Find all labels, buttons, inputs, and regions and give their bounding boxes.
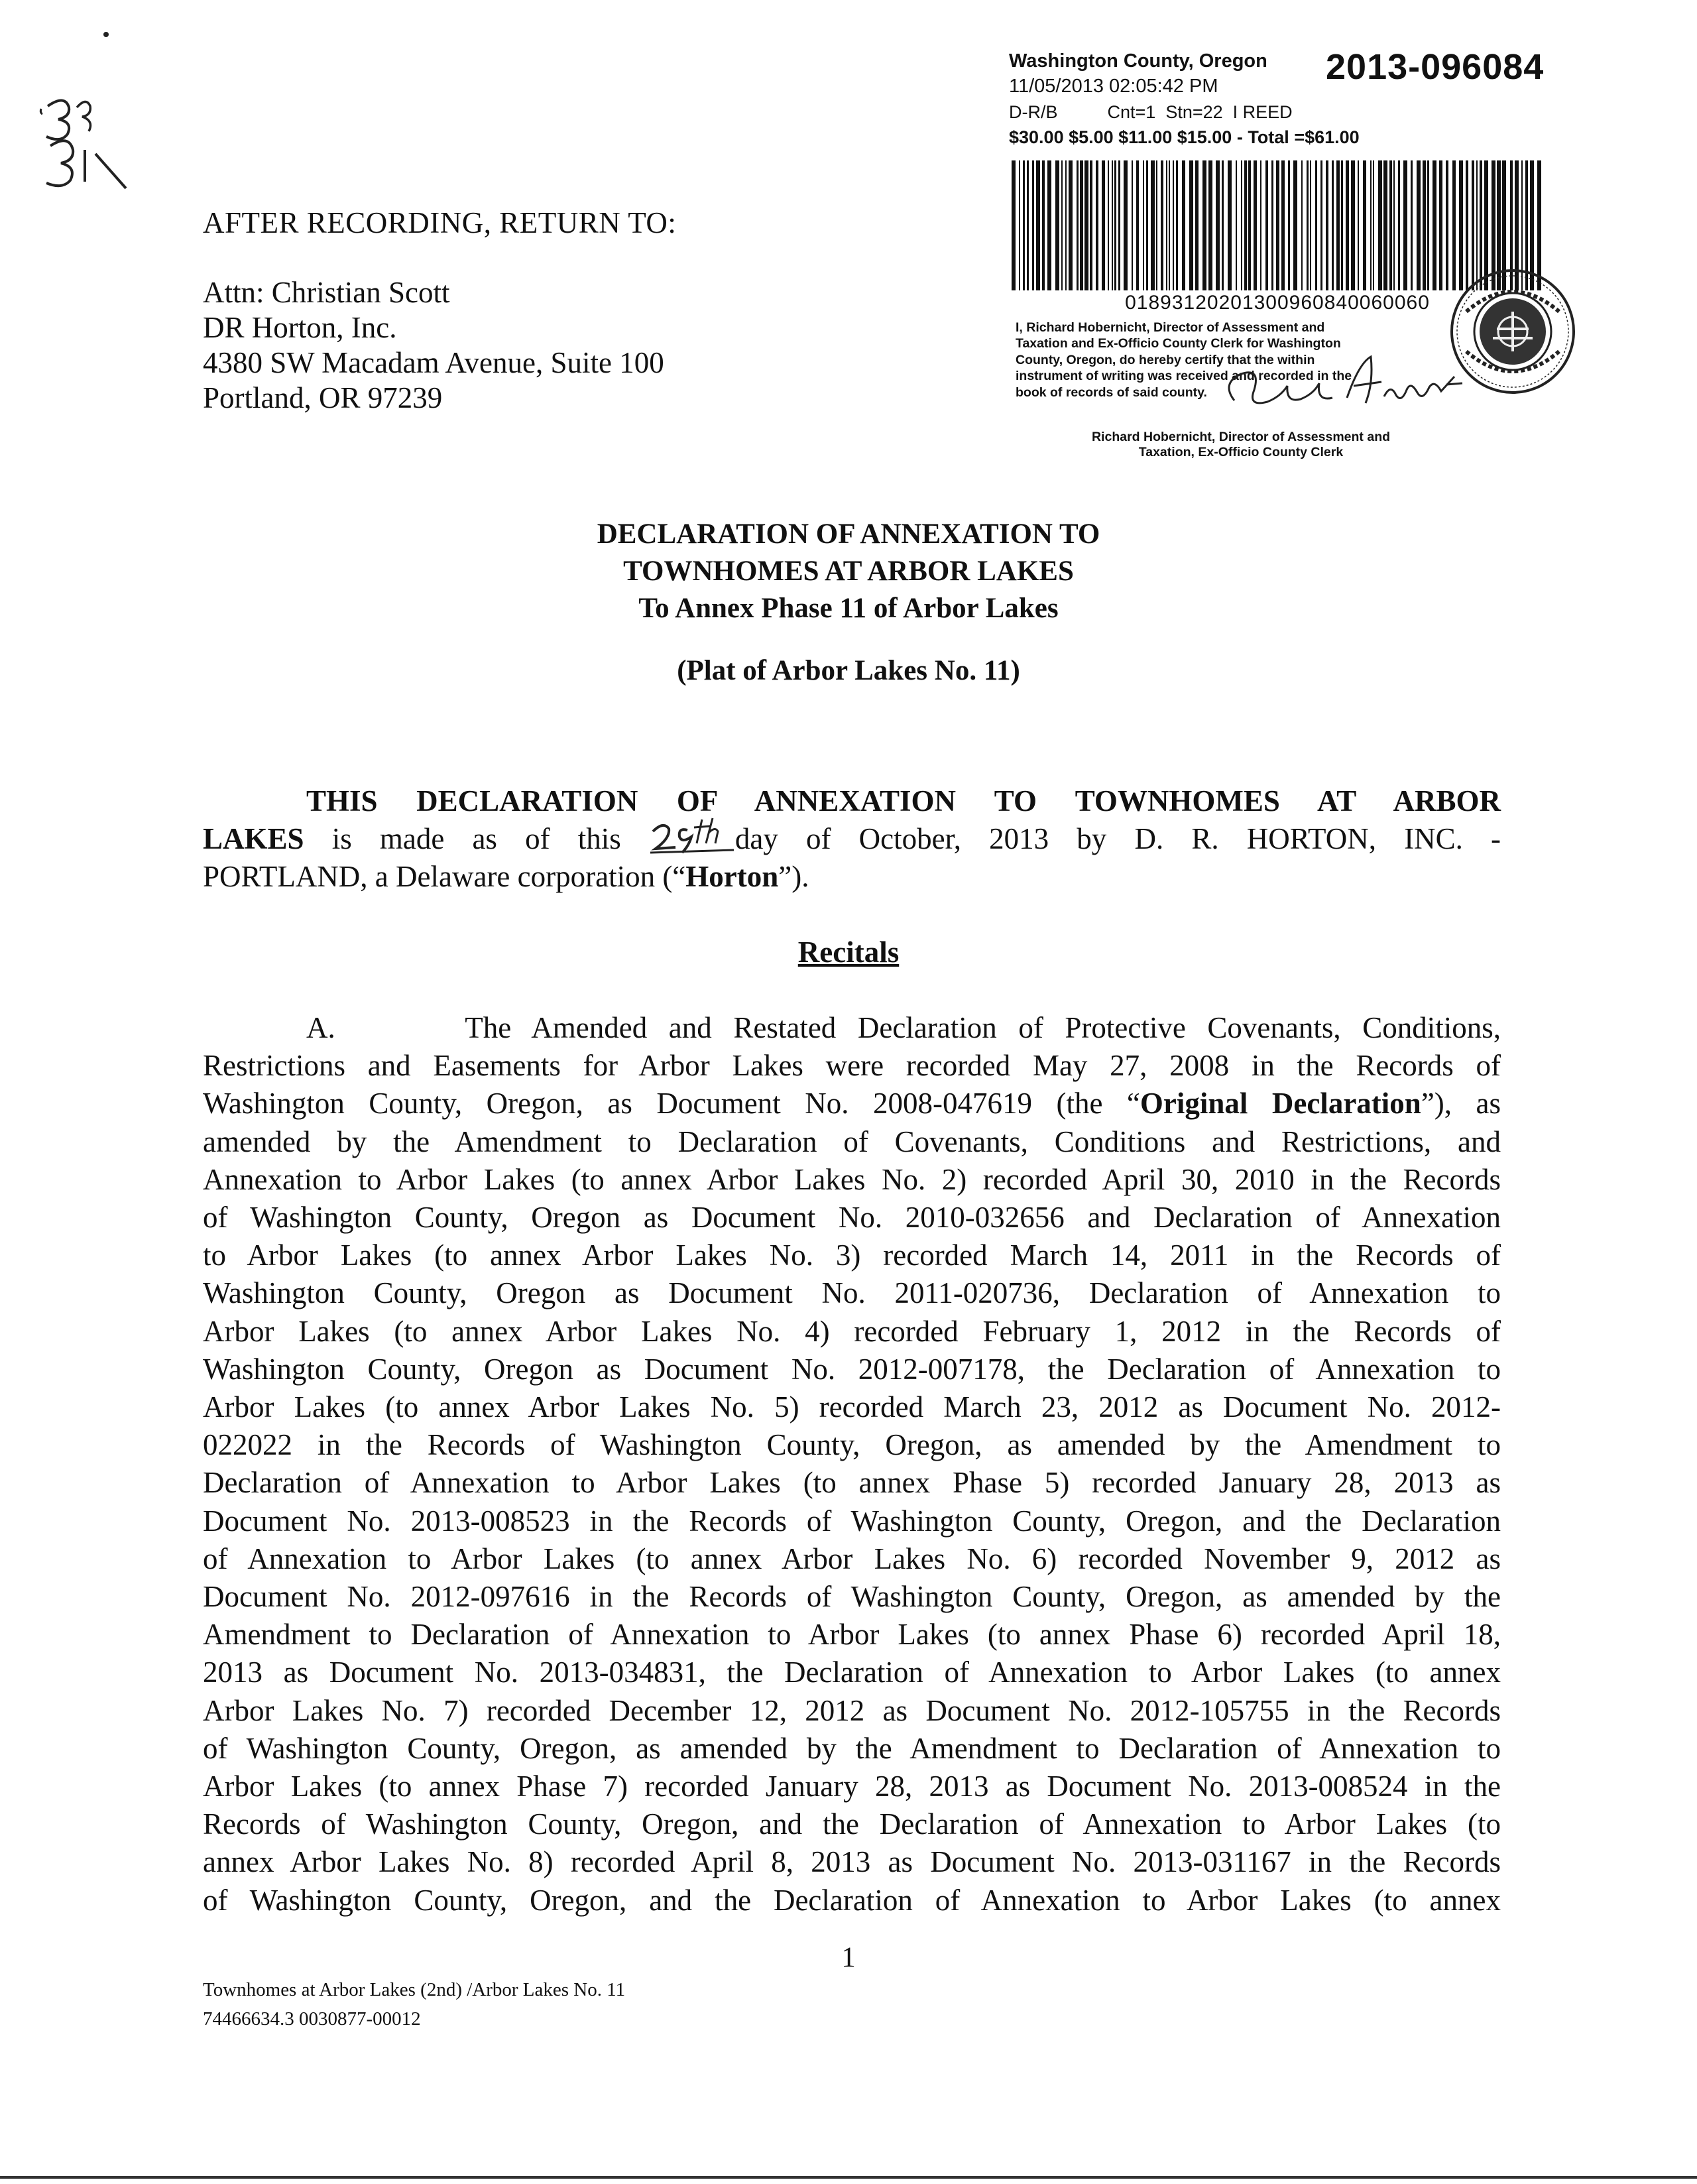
- recording-stamp: [1009, 46, 1552, 460]
- barcode-bar: [1132, 160, 1133, 290]
- barcode-bar: [1090, 160, 1092, 290]
- barcode-bar: [1124, 160, 1128, 290]
- barcode-bar: [1411, 160, 1413, 290]
- barcode-bar: [1310, 160, 1311, 290]
- recital-line: Washington County, Oregon as Document No. 2012-007178, the Declaration of Annexation to: [203, 1352, 1501, 1386]
- barcode-bar: [1241, 160, 1242, 290]
- intro-bold-lakes: LAKES: [203, 822, 304, 856]
- barcode-bar: [1080, 160, 1083, 290]
- footer-line: 74466634.3 0030877-00012: [203, 2008, 421, 2030]
- stamp-document-number: 2013-096084: [1326, 47, 1545, 87]
- recital-line: Arbor Lakes No. 7) recorded December 12, 2012 as Document No. 2012-105755 in the Records: [203, 1693, 1501, 1727]
- barcode-bar: [1336, 160, 1340, 290]
- title-subtitle: (Plat of Arbor Lakes No. 11): [677, 654, 1020, 686]
- barcode-bar: [1427, 160, 1429, 290]
- stamp-signer-line: Taxation, Ex-Officio County Clerk: [1138, 445, 1344, 460]
- recitals-heading: Recitals: [797, 936, 900, 969]
- recital-line: 022022 in the Records of Washington County, Oregon, as amended by the Amendment to: [203, 1428, 1501, 1462]
- original-declaration-term: Original Declaration: [1140, 1087, 1421, 1121]
- barcode-bar: [1047, 160, 1051, 290]
- recital-line: annex Arbor Lakes No. 8) recorded April 8, 2013 as Document No. 2013-031167 in the Records: [203, 1845, 1501, 1879]
- barcode-bar: [1216, 160, 1220, 290]
- recital-text: Washington County, Oregon, as Document No. 2008-047619 (the “: [203, 1087, 1140, 1121]
- barcode-bar: [1403, 160, 1407, 290]
- return-address-line: Portland, OR 97239: [203, 381, 443, 415]
- recital-line: amended by the Amendment to Declaration of Covenants, Conditions and Restrictions, and: [203, 1124, 1501, 1158]
- intro-line: [203, 782, 1501, 820]
- barcode-bar: [1208, 160, 1212, 290]
- barcode-bar: [1265, 160, 1268, 290]
- barcode-bar: [1254, 160, 1257, 290]
- barcode-bar: [1114, 160, 1116, 290]
- barcode-bar: [1102, 160, 1105, 290]
- barcode-bar: [1398, 160, 1400, 290]
- barcode-bar: [1393, 160, 1395, 290]
- barcode-bar: [1084, 160, 1088, 290]
- barcode-bar: [1276, 160, 1279, 290]
- recital-line: of Washington County, Oregon, and the Declaration of Annexation to Arbor Lakes (to annex: [203, 1883, 1501, 1917]
- barcode-bar: [1307, 160, 1309, 290]
- intro-text: PORTLAND, a Delaware corporation (“: [203, 860, 686, 894]
- barcode-bar: [1019, 160, 1020, 290]
- document-footer: [203, 1976, 625, 2033]
- county-seal: [1446, 265, 1579, 398]
- recital-text: ”), as: [1421, 1087, 1501, 1121]
- barcode-bar: [1293, 160, 1297, 290]
- barcode-bar: [1173, 160, 1174, 290]
- barcode-bar: [1166, 160, 1167, 290]
- barcode-bar: [1096, 160, 1098, 290]
- recital-line: 2013 as Document No. 2013-034831, the Declaration of Annexation to Arbor Lakes (to annex: [203, 1656, 1501, 1689]
- intro-paragraph: [203, 782, 1501, 896]
- barcode-bar: [1236, 160, 1237, 290]
- certification-line: book of records of said county.: [1016, 385, 1207, 400]
- barcode-bar: [1151, 160, 1155, 290]
- barcode-bar: [1189, 160, 1193, 290]
- barcode-bar: [1346, 160, 1349, 290]
- barcode-bar: [1202, 160, 1206, 290]
- barcode-bar: [1341, 160, 1343, 290]
- barcode-bar: [1301, 160, 1303, 290]
- barcode-bar: [1351, 160, 1355, 290]
- stamp-signer: [1029, 430, 1453, 461]
- return-address-line: DR Horton, Inc.: [203, 311, 397, 345]
- barcode-bar: [1389, 160, 1392, 290]
- page-number: 1: [841, 1942, 856, 1973]
- recital-line: Records of Washington County, Oregon, and the Declaration of Annexation to Arbor Lakes (to: [203, 1807, 1501, 1841]
- recital-a-paragraph: [203, 1009, 1501, 1919]
- clerk-signature: [1208, 343, 1473, 423]
- barcode-bar: [1012, 160, 1016, 290]
- recital-line: Amendment to Declaration of Annexation to Arbor Lakes (to annex Phase 6) recorded April 18,: [203, 1618, 1501, 1652]
- barcode-bar: [1023, 160, 1025, 290]
- barcode-bar: [1315, 160, 1317, 290]
- title-line: TOWNHOMES AT ARBOR LAKES: [623, 555, 1074, 587]
- stamp-signer-line: Richard Hobernicht, Director of Assessment and: [1091, 430, 1391, 444]
- barcode-bar: [1326, 160, 1328, 290]
- barcode-bar: [1433, 160, 1436, 290]
- intro-text: ”).: [778, 860, 809, 894]
- barcode-bar: [1320, 160, 1322, 290]
- recital-line: Restrictions and Easements for Arbor Lakes were recorded May 27, 2008 in the Records of: [203, 1049, 1501, 1083]
- return-address-line: Attn: Christian Scott: [203, 276, 450, 310]
- intro-line: [203, 820, 1501, 858]
- certification-line: instrument of writing was received and recorded in the: [1016, 369, 1352, 384]
- recital-line: Document No. 2013-008523 in the Records of Washington County, Oregon, and the Declaration: [203, 1504, 1501, 1538]
- barcode-bar: [1146, 160, 1148, 290]
- barcode-number: 01893120201300960840060060: [1125, 292, 1430, 314]
- barcode-bar: [1065, 160, 1067, 290]
- barcode-bar: [1417, 160, 1421, 290]
- recital-line: [203, 1085, 1501, 1122]
- recital-line: Arbor Lakes (to annex Arbor Lakes No. 4) recorded February 1, 2012 in the Records of: [203, 1314, 1501, 1348]
- barcode-bar: [1228, 160, 1232, 290]
- title-line: DECLARATION OF ANNEXATION TO: [597, 518, 1100, 550]
- barcode-bar: [1156, 160, 1157, 290]
- return-address-line: 4380 SW Macadam Avenue, Suite 100: [203, 346, 664, 380]
- barcode-bar: [1112, 160, 1113, 290]
- intro-line: [203, 858, 1501, 896]
- barcode-bar: [1077, 160, 1079, 290]
- barcode-bar: [1373, 160, 1374, 290]
- barcode-bar: [1061, 160, 1063, 290]
- barcode-bar: [1042, 160, 1045, 290]
- barcode-bar: [1244, 160, 1247, 290]
- recital-line: Annexation to Arbor Lakes (to annex Arbor Lakes No. 2) recorded April 30, 2010 in the Records: [203, 1162, 1501, 1196]
- certification-line: County, Oregon, do hereby certify that the within: [1016, 352, 1315, 367]
- recital-line: Washington County, Oregon as Document No. 2011-020736, Declaration of Annexation to: [203, 1276, 1501, 1310]
- barcode-bar: [1136, 160, 1139, 290]
- barcode-bar: [1032, 160, 1034, 290]
- handwritten-page-mark: [38, 93, 131, 192]
- recital-line: of Washington County, Oregon, as amended by the Amendment to Declaration of Annexation to: [203, 1731, 1501, 1765]
- intro-bold-lead: THIS DECLARATION OF ANNEXATION TO TOWNHOMES AT ARBOR: [306, 784, 1501, 818]
- return-address-block: [203, 206, 676, 416]
- barcode-bar: [1055, 160, 1059, 290]
- recital-line: Arbor Lakes (to annex Arbor Lakes No. 5) recorded March 23, 2012 as Document No. 2012-: [203, 1390, 1501, 1424]
- barcode-bar: [1161, 160, 1163, 290]
- barcode-bar: [1182, 160, 1185, 290]
- barcode-bar: [1288, 160, 1290, 290]
- barcode-bar: [1358, 160, 1359, 290]
- barcode-bar: [1260, 160, 1261, 290]
- recital-line: Document No. 2012-097616 in the Records of Washington County, Oregon, as amended by the: [203, 1580, 1501, 1614]
- title-line: To Annex Phase 11 of Arbor Lakes: [638, 592, 1059, 624]
- barcode-bar: [1271, 160, 1273, 290]
- barcode-bar: [1248, 160, 1251, 290]
- barcode-bar: [1195, 160, 1199, 290]
- recital-line: A. The Amended and Restated Declaration of Protective Covenants, Conditions,: [306, 1011, 1501, 1044]
- barcode-bar: [1383, 160, 1387, 290]
- certification-line: Taxation and Ex-Officio County Clerk for Washington: [1016, 336, 1341, 351]
- recital-line: Declaration of Annexation to Arbor Lakes (to annex Phase 5) recorded January 28, 2013 as: [203, 1466, 1501, 1500]
- barcode-bar: [1036, 160, 1040, 290]
- stray-dot-mark: [103, 32, 109, 37]
- certification-line: I, Richard Hobernicht, Director of Assessment and: [1016, 320, 1325, 335]
- barcode-bar: [1027, 160, 1029, 290]
- handwritten-day: [649, 821, 735, 855]
- return-address-heading: AFTER RECORDING, RETURN TO:: [203, 206, 677, 239]
- recital-line: of Annexation to Arbor Lakes (to annex Arbor Lakes No. 6) recorded November 9, 2012 as: [203, 1542, 1501, 1575]
- barcode-bar: [1069, 160, 1073, 290]
- recital-line: to Arbor Lakes (to annex Arbor Lakes No. 3) recorded March 14, 2011 in the Records of: [203, 1239, 1501, 1272]
- barcode-bar: [1363, 160, 1366, 290]
- footer-line: Townhomes at Arbor Lakes (2nd) /Arbor Lakes No. 11: [203, 1979, 626, 2000]
- barcode-bar: [1108, 160, 1109, 290]
- stamp-fees: $30.00 $5.00 $11.00 $15.00 - Total =$61.00: [1009, 127, 1360, 147]
- stamp-county: Washington County, Oregon: [1009, 50, 1267, 72]
- barcode-bar: [1423, 160, 1426, 290]
- stamp-codes: D-R/B Cnt=1 Stn=22 I REED: [1009, 102, 1293, 122]
- intro-text: is made as of this: [304, 822, 649, 856]
- intro-bold-horton: Horton: [685, 860, 779, 894]
- barcode-bar: [1143, 160, 1144, 290]
- barcode-bar: [1370, 160, 1372, 290]
- barcode-bar: [1169, 160, 1170, 290]
- stamp-datetime: 11/05/2013 02:05:42 PM: [1009, 76, 1218, 97]
- barcode-bar: [1281, 160, 1285, 290]
- intro-text: day of October, 2013 by D. R. HORTON, INC. -: [734, 822, 1501, 856]
- barcode-bar: [1222, 160, 1224, 290]
- scan-bottom-edge: [0, 2176, 1697, 2179]
- document-title: [0, 516, 1697, 690]
- barcode-bar: [1332, 160, 1334, 290]
- barcode-bar: [1439, 160, 1442, 290]
- recital-line: Arbor Lakes (to annex Phase 7) recorded January 28, 2013 as Document No. 2013-008524 in the: [203, 1770, 1501, 1803]
- recital-line: of Washington County, Oregon as Document No. 2010-032656 and Declaration of Annexation: [203, 1201, 1501, 1235]
- barcode-bar: [1378, 160, 1382, 290]
- barcode-bar: [1118, 160, 1120, 290]
- barcode-bar: [1176, 160, 1178, 290]
